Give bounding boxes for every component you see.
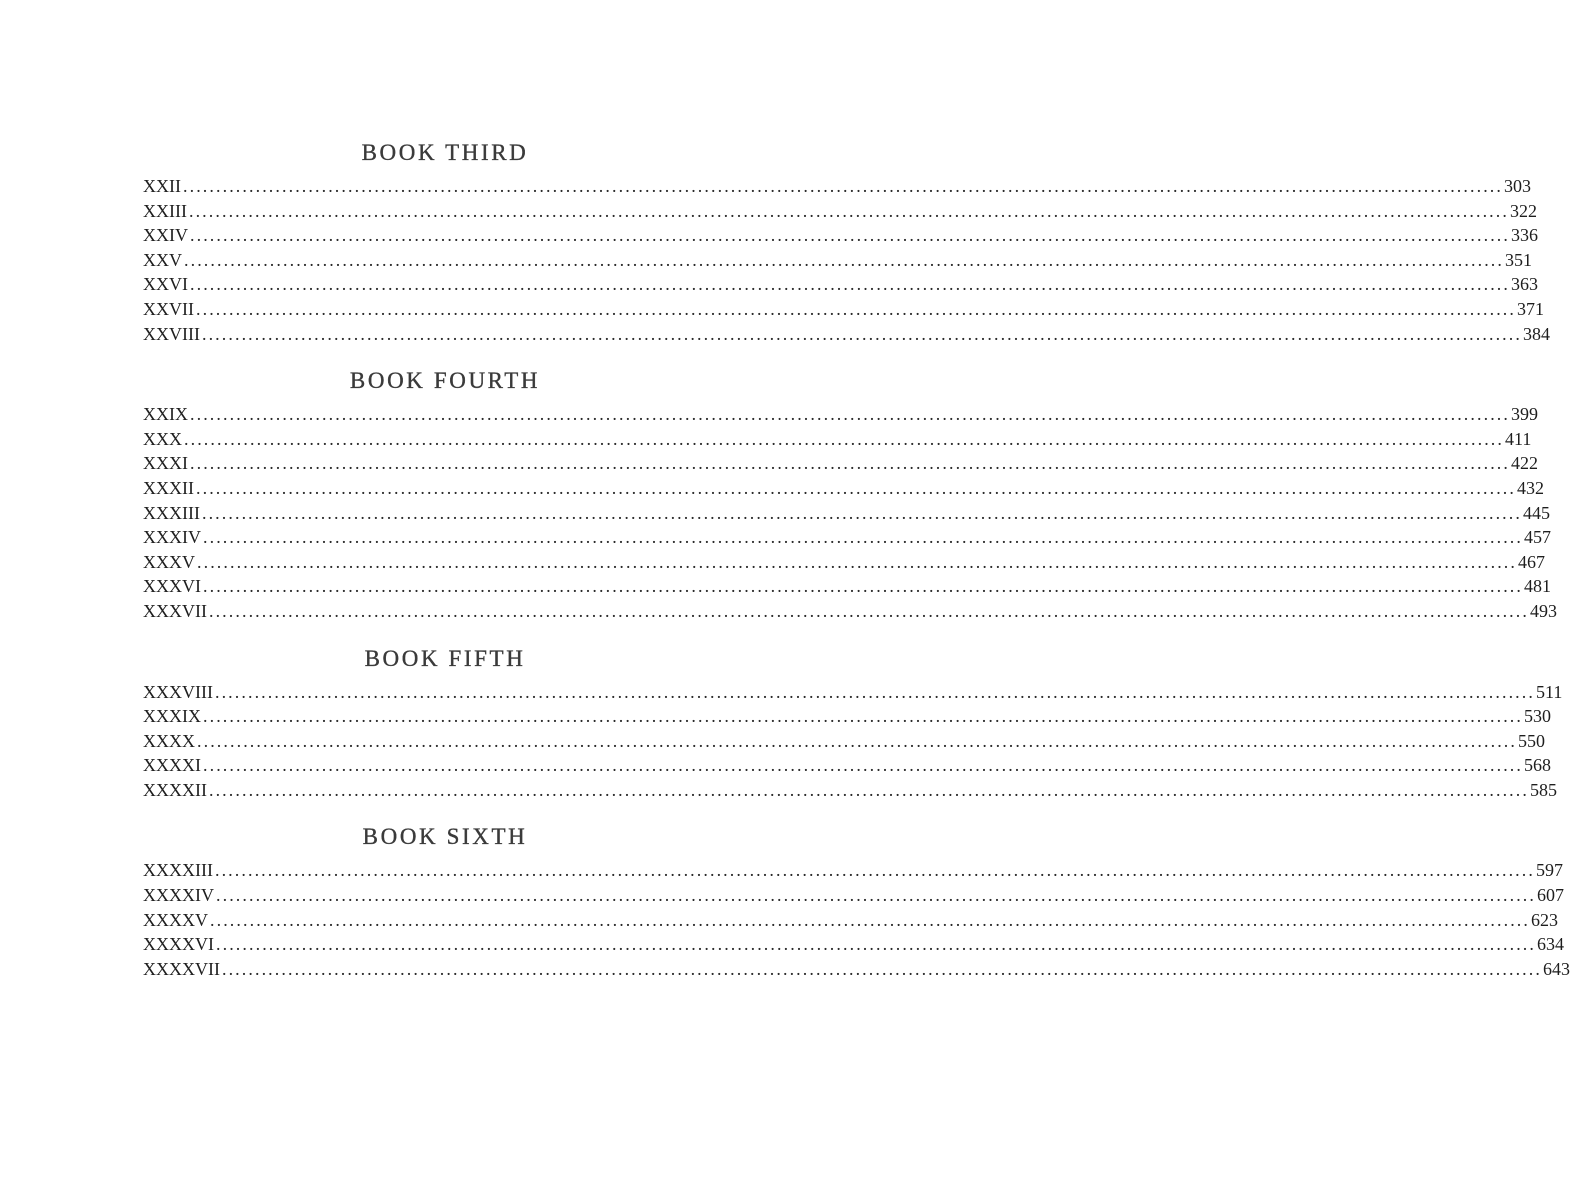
chapter-number: XXXIX [143,706,201,727]
book-heading: BOOK SIXTH [362,824,528,850]
dot-leader: ........................................................................................................................................................................................................ [203,706,1523,727]
chapter-number: XXXXIII [143,860,213,881]
dot-leader: ........................................................................................................................................................................................................ [196,298,1516,319]
page-number: 623 [1531,909,1558,930]
chapter-number: XXXVI [143,576,201,597]
dot-leader: ........................................................................................................................................................................................................ [221,958,1542,979]
toc-entry [143,753,1551,778]
toc-entry [143,501,1550,526]
toc-entry [143,729,1545,754]
chapter-number: XXXXVI [143,934,214,955]
toc-entry [143,883,1564,908]
dot-leader: ........................................................................................................................................................................................................ [201,323,1522,344]
toc-entry [143,908,1558,933]
chapter-number: XXXXV [143,909,208,930]
chapter-number: XXXXI [143,755,201,776]
page-number: 530 [1524,706,1551,727]
page-number: 634 [1537,934,1564,955]
dot-leader: ........................................................................................................................................................................................................ [203,576,1523,597]
dot-leader: ........................................................................................................................................................................................................ [188,200,1509,221]
page-number: 322 [1509,200,1537,221]
toc-entry [143,550,1545,575]
book-section [143,820,1570,981]
chapter-number: XXX [143,428,182,449]
toc-entry [143,574,1551,599]
chapter-number: XXII [143,176,181,196]
toc-entry [143,199,1537,224]
book-section [143,642,1563,803]
dot-leader: ........................................................................................................................................................................................................ [214,860,1535,881]
chapter-list [143,174,1550,346]
dot-leader: ........................................................................................................................................................................................................ [190,404,1510,425]
chapter-number: XXIX [143,404,188,425]
toc-entry [143,476,1544,501]
dot-leader: ........................................................................................................................................................................................................ [184,428,1504,449]
page-number: 511 [1535,681,1563,702]
chapter-number: XXIII [143,200,187,221]
page-number: 303 [1504,176,1531,196]
dot-leader: ........................................................................................................................................................................................................ [190,453,1510,474]
page-number: 568 [1524,755,1551,776]
page-number: 336 [1511,225,1538,246]
toc-entry [143,427,1532,452]
chapter-number: XXVII [143,298,194,319]
page-number: 457 [1524,527,1551,548]
chapter-number: XXXXVII [143,958,220,979]
toc-entry [143,932,1564,957]
dot-leader: ........................................................................................................................................................................................................ [190,225,1510,246]
dot-leader: ........................................................................................................................................................................................................ [196,477,1516,498]
toc-entry [143,599,1557,624]
page-number: 411 [1505,428,1532,449]
chapter-number: XXXIII [143,502,200,523]
chapter-number: XXXII [143,477,194,498]
toc-entry [143,858,1563,883]
page-number: 363 [1511,274,1538,295]
dot-leader: ........................................................................................................................................................................................................ [203,755,1523,776]
book-heading: BOOK FOURTH [349,368,541,394]
toc-entry [143,680,1563,705]
chapter-number: XXIV [143,225,188,246]
dot-leader: ........................................................................................................................................................................................................ [208,600,1529,621]
page-number: 597 [1535,860,1563,881]
chapter-number: XXVI [143,274,188,295]
chapter-list [143,858,1570,981]
chapter-list [143,680,1563,803]
chapter-number: XXXVII [143,600,207,621]
toc-entry [143,525,1551,550]
toc-entry [143,223,1538,248]
toc-entry [143,778,1557,803]
page-number: 493 [1529,600,1557,621]
book-heading: BOOK FIFTH [364,645,526,671]
dot-leader: ........................................................................................................................................................................................................ [210,909,1530,930]
book-section [143,136,1550,346]
dot-leader: ........................................................................................................................................................................................................ [184,249,1504,270]
chapter-number: XXXIV [143,527,201,548]
toc-entry [143,451,1538,476]
page-number: 399 [1511,404,1538,425]
page-number: 481 [1524,576,1551,597]
chapter-list [143,402,1557,623]
table-of-contents [143,136,1570,981]
dot-leader: ........................................................................................................................................................................................................ [183,176,1503,196]
toc-entry [143,704,1551,729]
chapter-number: XXVIII [143,323,200,344]
toc-entry [143,297,1544,322]
toc-entry [143,248,1532,273]
dot-leader: ........................................................................................................................................................................................................ [208,779,1529,800]
chapter-number: XXXI [143,453,188,474]
dot-leader: ........................................................................................................................................................................................................ [203,527,1523,548]
toc-entry [143,174,1531,199]
dot-leader: ........................................................................................................................................................................................................ [201,502,1522,523]
page-number: 585 [1529,779,1557,800]
toc-entry [143,402,1538,427]
page-number: 432 [1517,477,1544,498]
dot-leader: ........................................................................................................................................................................................................ [197,730,1517,751]
page-number: 422 [1511,453,1538,474]
page-number: 445 [1522,502,1550,523]
page-number: 351 [1505,249,1532,270]
chapter-number: XXXV [143,551,195,572]
dot-leader: ........................................................................................................................................................................................................ [197,551,1517,572]
page-number: 384 [1522,323,1550,344]
dot-leader: ........................................................................................................................................................................................................ [214,681,1535,702]
page-number: 371 [1517,298,1544,319]
dot-leader: ........................................................................................................................................................................................................ [190,274,1510,295]
toc-entry [143,322,1550,347]
page-number: 607 [1537,885,1564,906]
dot-leader: ........................................................................................................................................................................................................ [216,885,1536,906]
page-number: 643 [1542,958,1570,979]
toc-entry [143,272,1538,297]
chapter-number: XXXVIII [143,681,213,702]
chapter-number: XXV [143,249,182,270]
dot-leader: ........................................................................................................................................................................................................ [216,934,1536,955]
book-section [143,364,1557,623]
book-heading: BOOK THIRD [361,140,529,165]
chapter-number: XXXX [143,730,195,751]
chapter-number: XXXXIV [143,885,214,906]
page-number: 467 [1518,551,1545,572]
toc-entry [143,957,1570,982]
page-number: 550 [1518,730,1545,751]
chapter-number: XXXXII [143,779,207,800]
